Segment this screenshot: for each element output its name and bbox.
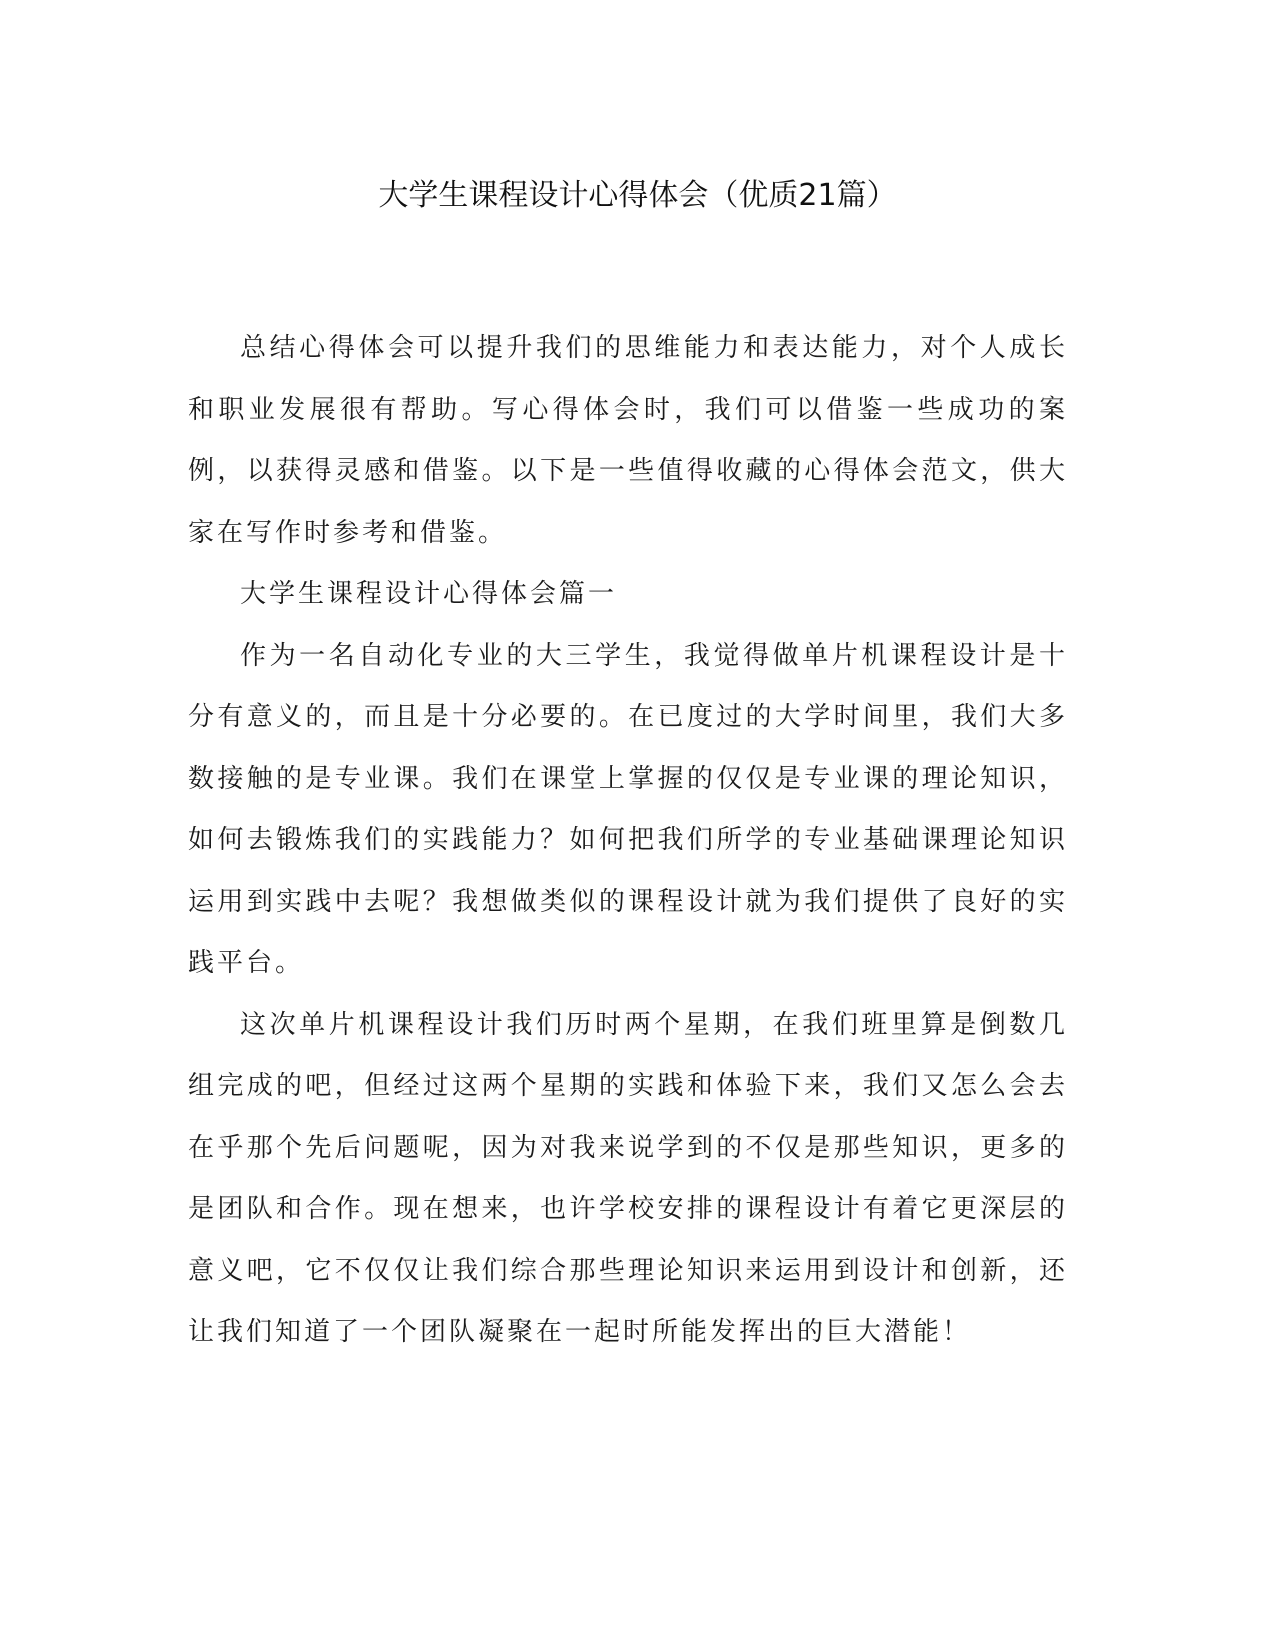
section-heading: 大学生课程设计心得体会篇一 — [240, 579, 618, 609]
intro-paragraph: 总结心得体会可以提升我们的思维能力和表达能力，对个人成长和职业发展很有帮助。写心得体会时，我们可以借鉴一些成功的案例，以获得灵感和借鉴。以下是一些值得收藏的心得体会范文，供大家在写作时参考和借鉴。 — [188, 333, 1068, 548]
document-title: 大学生课程设计心得体会（优质21篇） — [378, 178, 897, 213]
body-paragraph: 这次单片机课程设计我们历时两个星期，在我们班里算是倒数几组完成的吧，但经过这两个星期的实践和体验下来，我们又怎么会去在乎那个先后问题呢，因为对我来说学到的不仅是那些知识，更多的是团队和合作。现在想来，也许学校安排的课程设计有着它更深层的意义吧，它不仅仅让我们综合那些理论知识来运用到设计和创新，还让我们知道了一个团队凝聚在一起时所能发挥出的巨大潜能！ — [188, 1009, 1068, 1347]
document-body — [188, 318, 1068, 1364]
body-paragraph: 作为一名自动化专业的大三学生，我觉得做单片机课程设计是十分有意义的，而且是十分必要的。在已度过的大学时间里，我们大多数接触的是专业课。我们在课堂上掌握的仅仅是专业课的理论知识，如何去锻炼我们的实践能力？如何把我们所学的专业基础课理论知识运用到实践中去呢？我想做类似的课程设计就为我们提供了良好的实践平台。 — [188, 640, 1068, 978]
